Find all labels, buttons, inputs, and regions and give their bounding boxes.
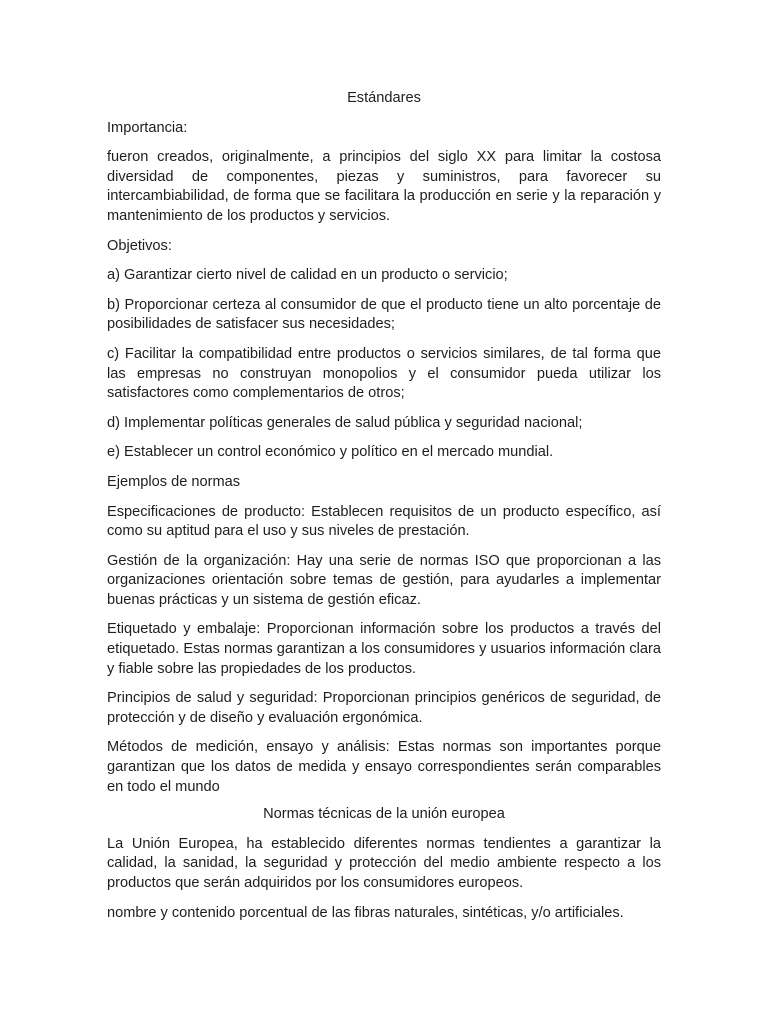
- example-labeling-packaging: Etiquetado y embalaje: Proporcionan información sobre los productos a través del etiquetado. Estas normas garantizan a los consumidores y usuarios información clara y fiable sobre las propiedades de los productos.: [107, 621, 661, 677]
- eu-section-title: Normas técnicas de la unión europea: [263, 806, 505, 823]
- fibers-paragraph: nombre y contenido porcentual de las fibras naturales, sintéticas, y/o artificiales.: [107, 904, 624, 921]
- document-page: [107, 89, 661, 933]
- eu-paragraph: La Unión Europea, ha establecido diferentes normas tendientes a garantizar la calidad, la sanidad, la seguridad y protección del medio ambiente respecto a los productos que serán adquiridos por los consumidores europeos.: [107, 835, 661, 891]
- examples-label: Ejemplos de normas: [107, 473, 241, 490]
- objective-item-c: c) Facilitar la compatibilidad entre productos o servicios similares, de tal forma que las empresas no construyan monopolios y el consumidor pueda utilizar los satisfactores como complementarios de otros;: [107, 345, 661, 402]
- objective-item-e: e) Establecer un control económico y político en el mercado mundial.: [107, 444, 554, 461]
- example-measurement-methods: Métodos de medición, ensayo y análisis: Estas normas son importantes porque garantizan que los datos de medida y ensayo correspondientes serán comparables en todo el mundo: [107, 739, 661, 795]
- objective-item-d: d) Implementar políticas generales de salud pública y seguridad nacional;: [107, 414, 583, 431]
- example-health-safety: Principios de salud y seguridad: Proporcionan principios genéricos de seguridad, de protección y de diseño y evaluación ergonómica.: [107, 690, 661, 726]
- example-organization-management: Gestión de la organización: Hay una serie de normas ISO que proporcionan a las organizaciones orientación sobre temas de gestión, para ayudarles a implementar buenas prácticas y un sistema de gestión eficaz.: [107, 552, 661, 608]
- objective-item-b: b) Proporcionar certeza al consumidor de que el producto tiene un alto porcentaje de posibilidades de satisfacer sus necesidades;: [107, 296, 661, 333]
- objective-item-a: a) Garantizar cierto nivel de calidad en un producto o servicio;: [107, 267, 508, 284]
- document-title: Estándares: [347, 90, 421, 106]
- importance-paragraph: fueron creados, originalmente, a principios del siglo XX para limitar la costosa diversidad de componentes, piezas y suministros, para favorecer su intercambiabilidad, de forma que se facilitara la producción en serie y la reparación y mantenimiento de los productos y servicios.: [107, 149, 661, 224]
- objectives-label: Objetivos:: [107, 237, 172, 254]
- importance-label: Importancia:: [107, 119, 188, 136]
- example-product-specifications: Especificaciones de producto: Establecen requisitos de un producto específico, así como su aptitud para el uso y sus niveles de prestación.: [107, 503, 661, 540]
